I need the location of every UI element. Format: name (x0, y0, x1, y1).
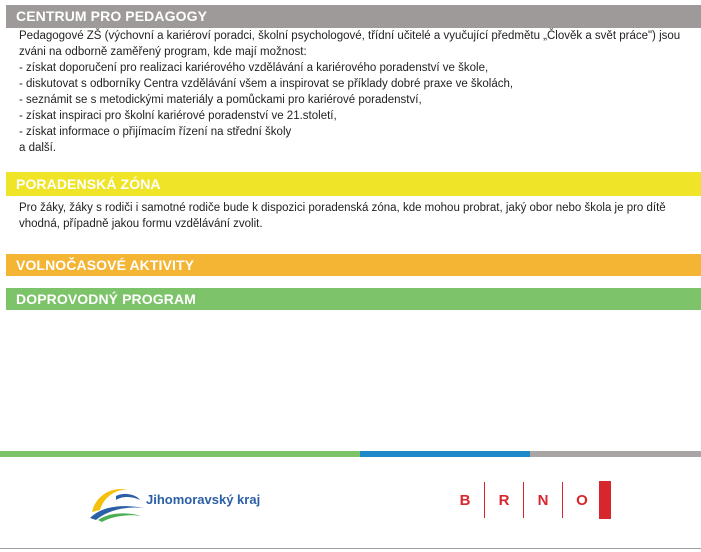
section-header-poradenska-zona: PORADENSKÁ ZÓNA (6, 172, 701, 196)
brno-letter: N (537, 491, 549, 509)
centrum-list-item: - získat informace o přijímacím řízení na střední školy (19, 126, 292, 138)
brno-red-block (599, 481, 611, 519)
centrum-list-item: a další. (19, 142, 57, 154)
centrum-text-block (19, 28, 687, 156)
section-header-volnocasove-aktivity: VOLNOČASOVÉ AKTIVITY (6, 254, 701, 276)
centrum-list-item: - seznámit se s metodickými materiály a pomůckami pro kariérové poradenství, (19, 94, 422, 106)
brno-letter: B (459, 491, 471, 509)
centrum-list-item: - diskutovat s odborníky Centra vzdělávání všem a inspirovat se příklady dobré praxe ve školách, (19, 78, 514, 90)
brno-separator (523, 482, 524, 518)
jihomoravsky-kraj-logo-icon (88, 482, 146, 522)
centrum-list-item: - získat inspiraci pro školní kariérové poradenství ve 21.století, (19, 110, 337, 122)
brno-letter: R (498, 491, 510, 509)
brno-separator (484, 482, 485, 518)
section-header-doprovodny-program: DOPROVODNÝ PROGRAM (6, 288, 701, 310)
brno-separator (562, 482, 563, 518)
centrum-intro: Pedagogové ZŠ (výchovní a kariéroví poradci, školní psychologové, třídní učitelé a vyučující předmětu „Člověk a svět práce") jsou zváni na odborně zaměřený program, kde mají možnost: (19, 30, 681, 58)
section-header-centrum: CENTRUM PRO PEDAGOGY (6, 5, 701, 28)
bottom-rule (0, 548, 701, 549)
brno-letter: O (576, 491, 588, 509)
jihomoravsky-kraj-label: Jihomoravský kraj (146, 492, 261, 507)
centrum-list-item: - získat doporučení pro realizaci kariérového vzdělávání a kariérového poradenství ve škole, (19, 62, 489, 74)
poradenska-text: Pro žáky, žáky s rodiči i samotné rodiče bude k dispozici poradenská zóna, kde mohou probrat, jaký obor nebo škola je pro dítě vhodná, případně jakou formu vzdělávání zvolit. (19, 202, 666, 230)
brno-logo (452, 481, 611, 519)
